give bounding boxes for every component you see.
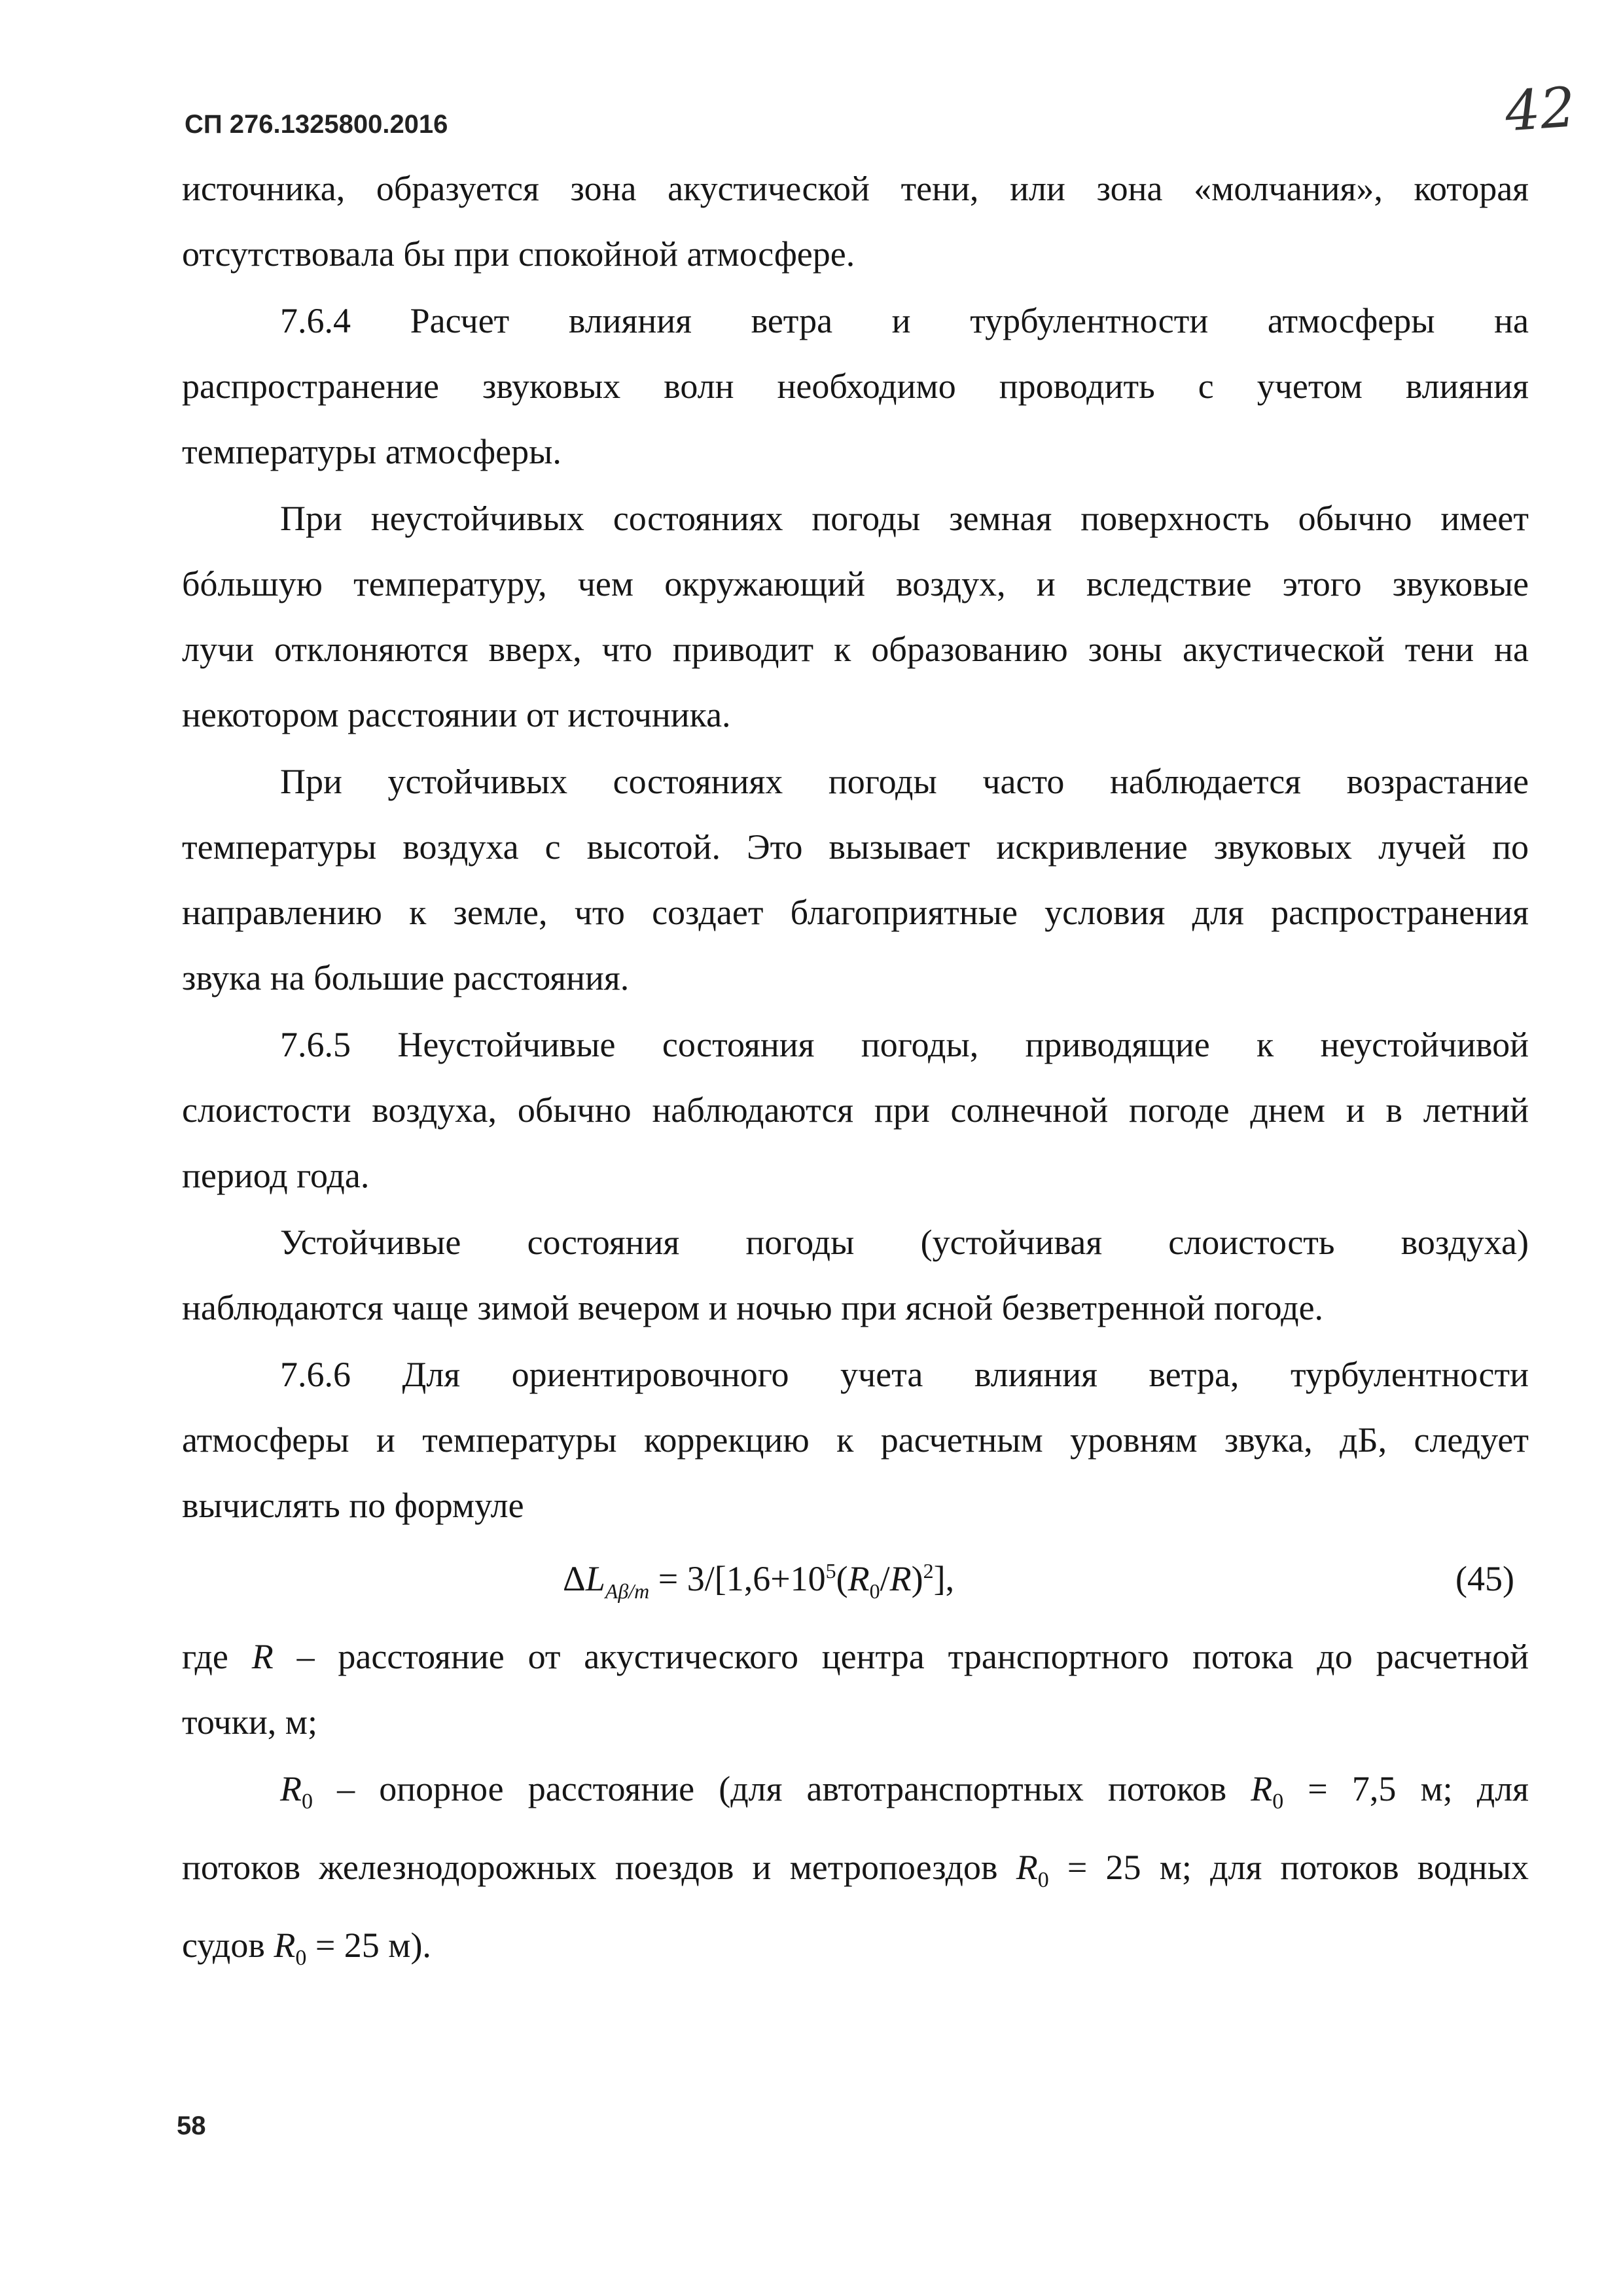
text-line: слоистости воздуха, обычно наблюдаются при солнечной погоде днем и в летний <box>182 1090 1529 1130</box>
text-line: судов $R_0 = 25$ м). <box>182 1926 431 1971</box>
text-line: источника, образуется зона акустической тени, или зона «молчания», которая <box>182 169 1529 208</box>
text-line: бóльшую температуру, чем окружающий воздух, и вследствие этого звуковые <box>182 564 1529 603</box>
text-line: отсутствовала бы при спокойной атмосфере. <box>182 234 855 274</box>
text-line: Устойчивые состояния погоды (устойчивая слоистость воздуха) <box>280 1223 1529 1262</box>
text-line: распространение звуковых волн необходимо проводить с учетом влияния <box>182 367 1529 406</box>
clause-7-6-4: 7.6.4 Расчет влияния ветра и турбулентности атмосферы на <box>280 301 1529 340</box>
text-line: температуры атмосферы. <box>182 432 562 471</box>
text-line: температуры воздуха с высотой. Это вызывает искривление звуковых лучей по <box>182 827 1529 867</box>
text-line: точки, м; <box>182 1702 317 1742</box>
text-line: направлению к земле, что создает благоприятные условия для распространения <box>182 893 1529 932</box>
formula-45 <box>182 1538 1529 1624</box>
text-line: период года. <box>182 1156 370 1195</box>
text-line: звука на большие расстояния. <box>182 958 630 997</box>
text-line: атмосферы и температуры коррекцию к расчетным уровням звука, дБ, следует <box>182 1420 1529 1460</box>
text-line: лучи отклоняются вверх, что приводит к образованию зоны акустической тени на <box>182 630 1529 669</box>
r0-definition: $R_0$ – опорное расстояние (для автотранспортных потоков $R_0 = 7,5$ м; для <box>280 1768 1529 1814</box>
document-code: СП 276.1325800.2016 <box>185 110 448 139</box>
handwritten-page-number: 42 <box>1503 75 1578 144</box>
text-line: некотором расстоянии от источника. <box>182 695 731 734</box>
text-line: При устойчивых состояниях погоды часто наблюдается возрастание <box>280 762 1529 801</box>
clause-7-6-5: 7.6.5 Неустойчивые состояния погоды, приводящие к неустойчивой <box>280 1025 1529 1064</box>
text-line: При неустойчивых состояниях погоды земная поверхность обычно имеет <box>280 499 1529 538</box>
clause-7-6-6: 7.6.6 Для ориентировочного учета влияния ветра, турбулентности <box>280 1355 1529 1394</box>
page-body <box>182 156 1529 1991</box>
formula-number: (45) <box>1455 1559 1514 1598</box>
text-line: наблюдаются чаще зимой вечером и ночью при ясной безветренной погоде. <box>182 1288 1324 1327</box>
text-line: потоков железнодорожных поездов и метропоездов $R_0 = 25$ м; для потоков водных <box>182 1847 1529 1892</box>
page-number: 58 <box>177 2111 206 2140</box>
formula-expression: $\Delta L_{A\beta/т} = 3/[1,6+10^5(R_0/R)^2]$, <box>563 1559 955 1603</box>
where-definition: где R – расстояние от акустического центра транспортного потока до расчетной <box>182 1636 1529 1676</box>
text-line: вычислять по формуле <box>182 1486 524 1525</box>
